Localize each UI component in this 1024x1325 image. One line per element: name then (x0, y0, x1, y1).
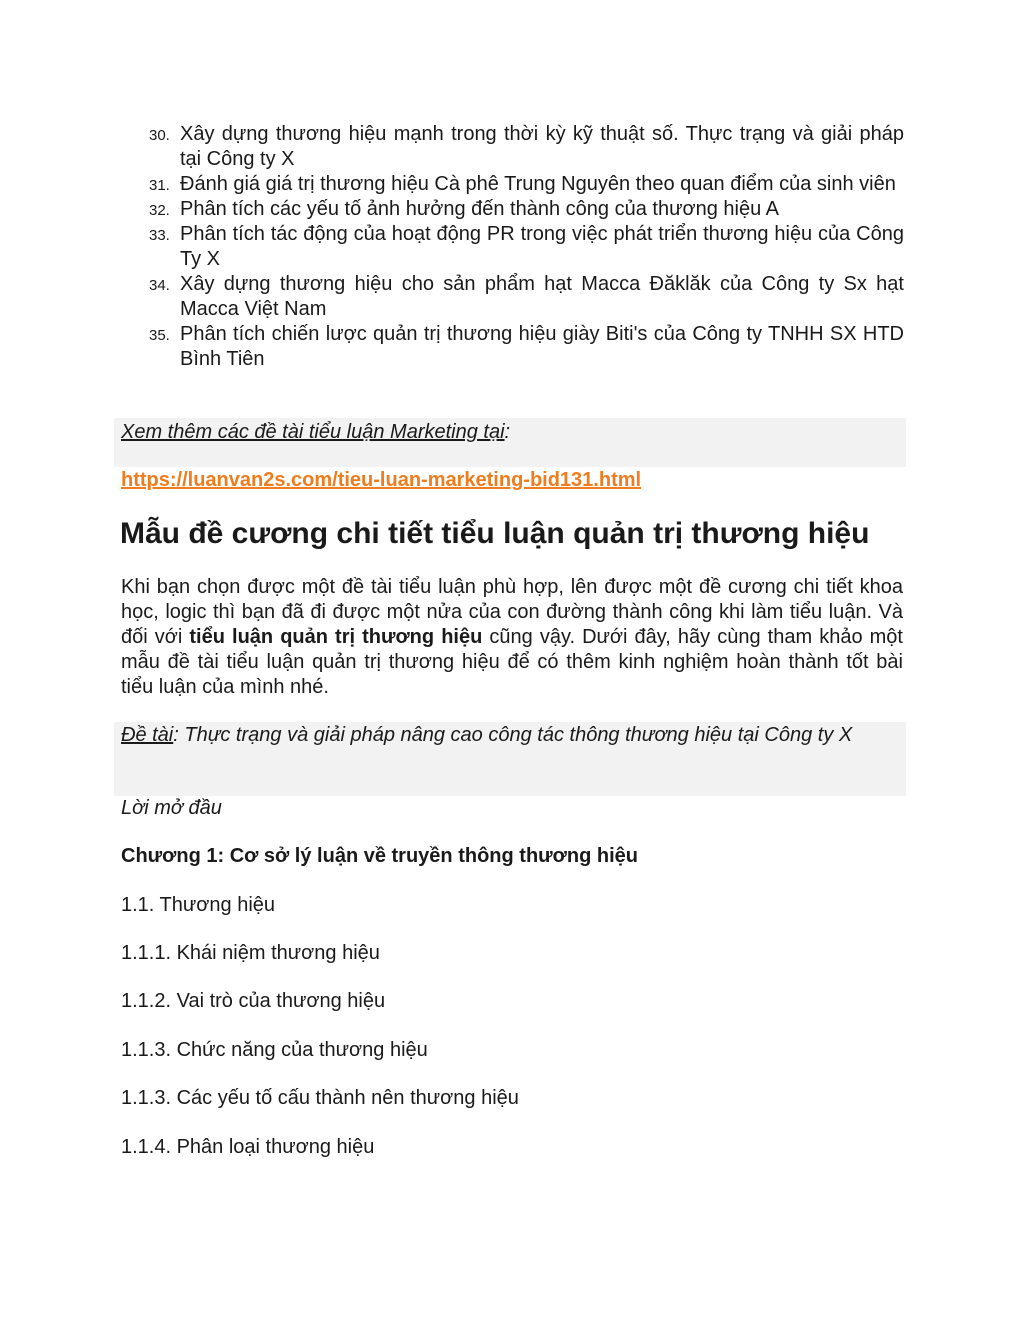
intro-paragraph (121, 575, 903, 700)
list-item-text: Xây dựng thương hiệu mạnh trong thời kỳ kỹ thuật số. Thực trạng và giải pháp tại Công ty X (180, 123, 904, 170)
list-item-text: Phân tích tác động của hoạt động PR trong việc phát triển thương hiệu của Công Ty X (180, 223, 904, 270)
list-item (120, 172, 904, 197)
list-item (120, 272, 904, 322)
list-number: 35. (149, 327, 170, 344)
list-number: 34. (149, 277, 170, 294)
list-number: 32. (149, 202, 170, 219)
list-item-text: Phân tích các yếu tố ảnh hưởng đến thành công của thương hiệu A (180, 198, 779, 220)
outline-chapter-1: Chương 1: Cơ sở lý luận về truyền thông thương hiệu (121, 845, 638, 867)
outline-intro: Lời mở đầu (121, 797, 222, 819)
list-number: 31. (149, 177, 170, 194)
topic-label: Đề tài (121, 724, 174, 746)
see-more-text (121, 420, 510, 445)
list-item-text: Đánh giá giá trị thương hiệu Cà phê Trung Nguyên theo quan điểm của sinh viên (180, 173, 896, 195)
paragraph-text-after: cũng vậy. Dưới đây, hãy cùng tham khảo một mẫu đề tài tiểu luận quản trị thương hiệu để có thêm kinh nghiệm hoàn thành tốt bài tiểu luận của mình nhé. (121, 626, 903, 698)
see-more-colon: : (504, 421, 511, 443)
list-number: 33. (149, 227, 170, 244)
list-item-text: Xây dựng thương hiệu cho sản phẩm hạt Macca Đăklăk của Công ty Sx hạt Macca Việt Nam (180, 273, 904, 320)
paragraph-bold-text: tiểu luận quản trị thương hiệu (189, 626, 483, 648)
topic-title: : Thực trạng và giải pháp nâng cao công tác thông thương hiệu tại Công ty X (173, 724, 853, 746)
section-heading: Mẫu đề cương chi tiết tiểu luận quản trị thương hiệu (120, 517, 870, 550)
topic-text (121, 723, 903, 748)
see-more-label: Xem thêm các đề tài tiểu luận Marketing tại (121, 421, 505, 443)
topic-list (120, 122, 904, 372)
outline-item: 1.1.2. Vai trò của thương hiệu (121, 990, 386, 1012)
marketing-topics-link[interactable]: https://luanvan2s.com/tieu-luan-marketing-bid131.html (121, 469, 642, 491)
paragraph-text-before: Khi bạn chọn được một đề tài tiểu luận phù hợp, lên được một đề cương chi tiết khoa học, logic thì bạn đã đi được một nửa của con đường thành công khi làm tiểu luận. Và đối với (121, 576, 903, 648)
list-item (120, 197, 904, 222)
list-item (120, 222, 904, 272)
outline-item: 1.1.3. Các yếu tố cấu thành nên thương hiệu (121, 1087, 519, 1109)
outline-item: 1.1.4. Phân loại thương hiệu (121, 1136, 375, 1158)
outline-item: 1.1.3. Chức năng của thương hiệu (121, 1039, 428, 1061)
outline-item: 1.1.1. Khái niệm thương hiệu (121, 942, 380, 964)
list-item-text: Phân tích chiến lược quản trị thương hiệu giày Biti's của Công ty TNHH SX HTD Bình Tiên (180, 323, 904, 370)
outline-item: 1.1. Thương hiệu (121, 894, 276, 916)
list-number: 30. (149, 127, 170, 144)
list-item (120, 322, 904, 372)
list-item (120, 122, 904, 172)
